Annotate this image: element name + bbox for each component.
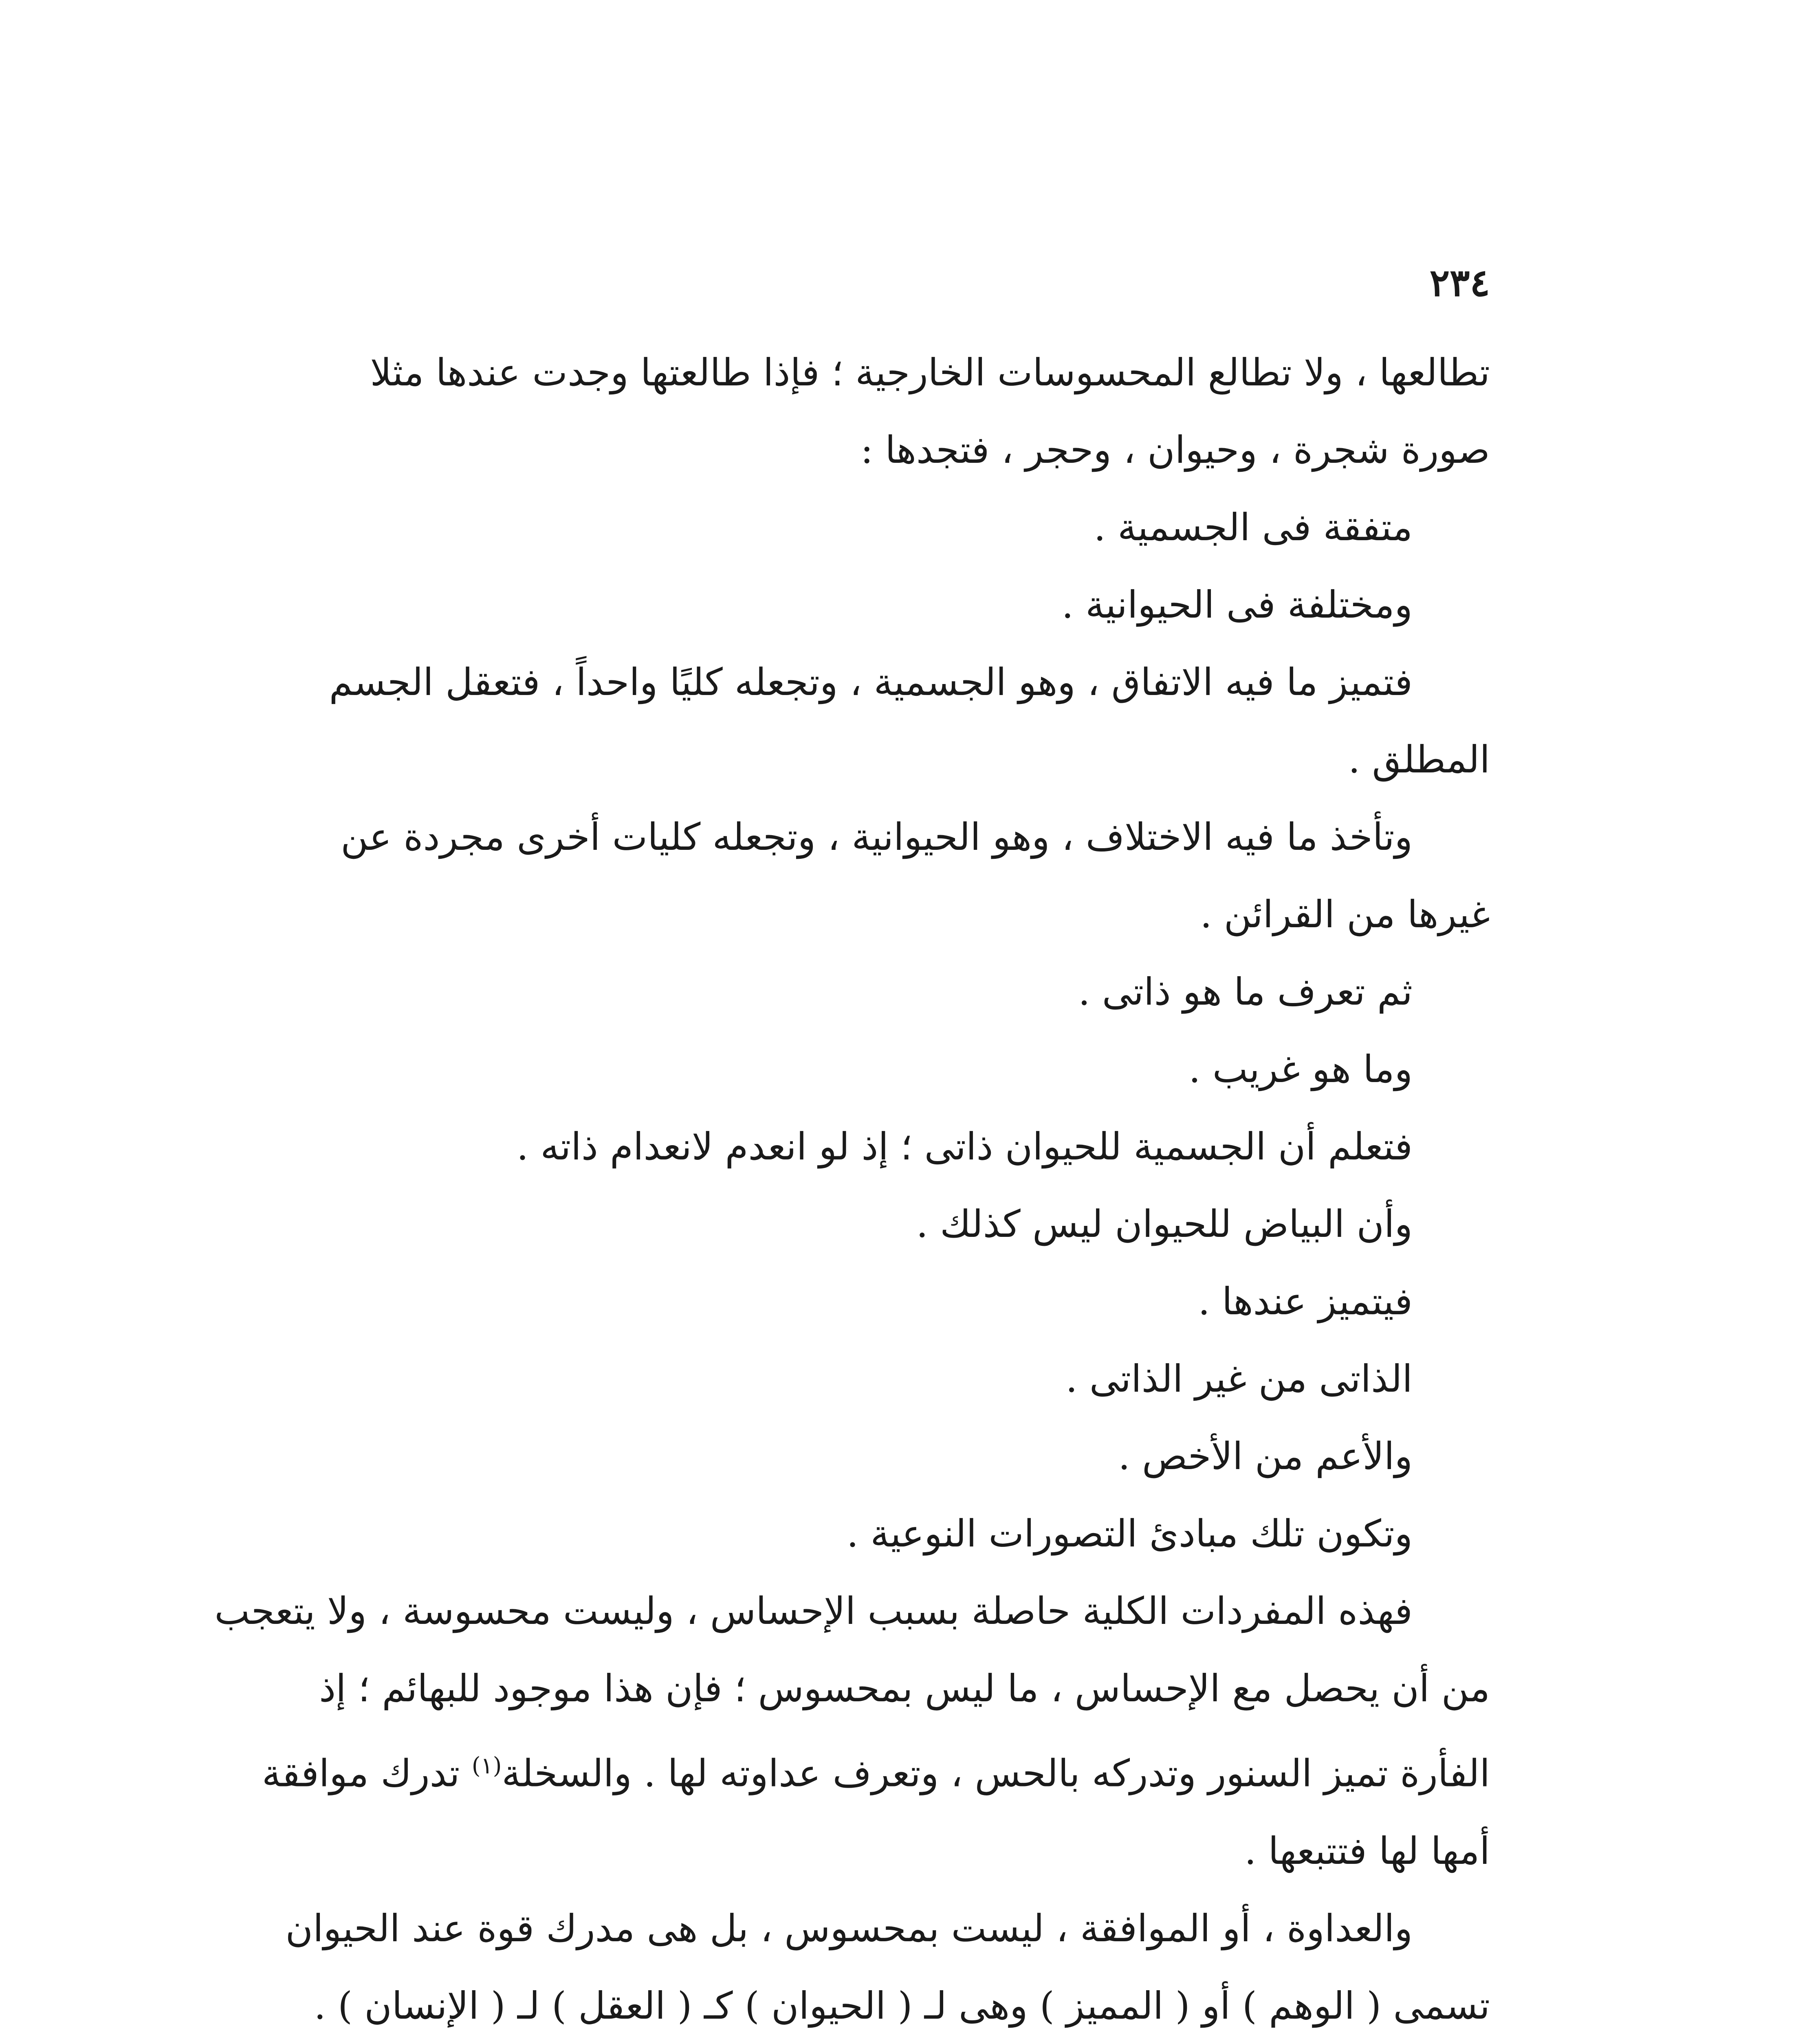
text-line [329, 644, 1490, 721]
text-line [319, 1650, 1490, 1727]
text-line-content: فتميز ما فيه الاتفاق ، وهو الجسمية ، وتجعله كليًا واحداً ، فتعقل الجسم [329, 660, 1413, 704]
text-line-content: من أن يحصل مع الإحساس ، ما ليس بمحسوس ؛ فإن هذا موجود للبهائم ؛ إذ [319, 1667, 1490, 1710]
text-line-content: المطلق . [1348, 738, 1490, 781]
text-line-content: صورة شجرة ، وحيوان ، وحجر ، فتجدها : [860, 428, 1490, 472]
text-line [329, 1418, 1490, 1495]
text-line-continuation: تدرك موافقة [262, 1751, 472, 1795]
text-line-content: تطالعها ، ولا تطالع المحسوسات الخارجية ؛ فإذا طالعتها وجدت عندها مثلا [370, 351, 1490, 394]
text-line-content: وما هو غريب . [1188, 1047, 1413, 1091]
text-line [329, 799, 1490, 876]
text-line [329, 1495, 1490, 1573]
text-line [329, 953, 1490, 1031]
text-line-content: تسمى ( الوهم ) أو ( المميز ) وهى لـ ( الحيوان ) كـ ( العقل ) لـ ( الإنسان ) . [314, 1984, 1490, 2028]
footnote-marker: (١) [471, 1753, 502, 1779]
text-line-content: أمها لها فتتبعها . [1244, 1829, 1490, 1873]
main-text [214, 334, 1490, 2037]
text-line [329, 411, 1490, 489]
text-line [329, 1263, 1490, 1340]
text-line [329, 1031, 1490, 1108]
text-line-content: وتأخذ ما فيه الاختلاف ، وهو الحيوانية ، وتجعله كليات أخرى مجردة عن [341, 815, 1413, 859]
text-line-content: الفأرة تميز السنور وتدركه بالحس ، وتعرف عداوته لها . والسخلة [502, 1751, 1490, 1795]
text-line [214, 1573, 1490, 1650]
text-line-content: ومختلفة فى الحيوانية . [1061, 583, 1413, 627]
text-line-content: الذاتى من غير الذاتى . [1065, 1357, 1413, 1401]
text-line [329, 721, 1490, 799]
page-number: ٢٣٤ [1429, 261, 1490, 305]
text-line [329, 876, 1490, 953]
text-line [329, 566, 1490, 644]
text-line-content: والأعم من الأخص . [1118, 1434, 1413, 1478]
text-line [329, 1340, 1490, 1418]
text-line-content: وأن البياض للحيوان ليس كذلك . [916, 1202, 1413, 1246]
text-line-content: ثم تعرف ما هو ذاتى . [1078, 970, 1413, 1014]
text-line-content: فيتميز عندها . [1198, 1280, 1413, 1323]
text-line [262, 1727, 1490, 1813]
text-line [329, 489, 1490, 566]
text-line [285, 1890, 1490, 1967]
text-line [329, 1813, 1490, 1890]
text-line-content: متفقة فى الجسمية . [1094, 506, 1413, 549]
text-line-content: فتعلم أن الجسمية للحيوان ذاتى ؛ إذ لو انعدم لانعدام ذاته . [516, 1125, 1413, 1168]
text-line [329, 334, 1490, 411]
text-line-content: فهذه المفردات الكلية حاصلة بسبب الإحساس ، وليست محسوسة ، ولا يتعجب [214, 1589, 1413, 1633]
text-line-content: والعداوة ، أو الموافقة ، ليست بمحسوس ، بل هى مدرك قوة عند الحيوان [285, 1906, 1413, 1950]
text-line-content: غيرها من القرائن . [1200, 893, 1490, 936]
text-line [329, 1186, 1490, 1263]
text-line [314, 1967, 1490, 2037]
text-line-content: وتكون تلك مبادئ التصورات النوعية . [846, 1512, 1413, 1555]
text-line [329, 1108, 1490, 1186]
